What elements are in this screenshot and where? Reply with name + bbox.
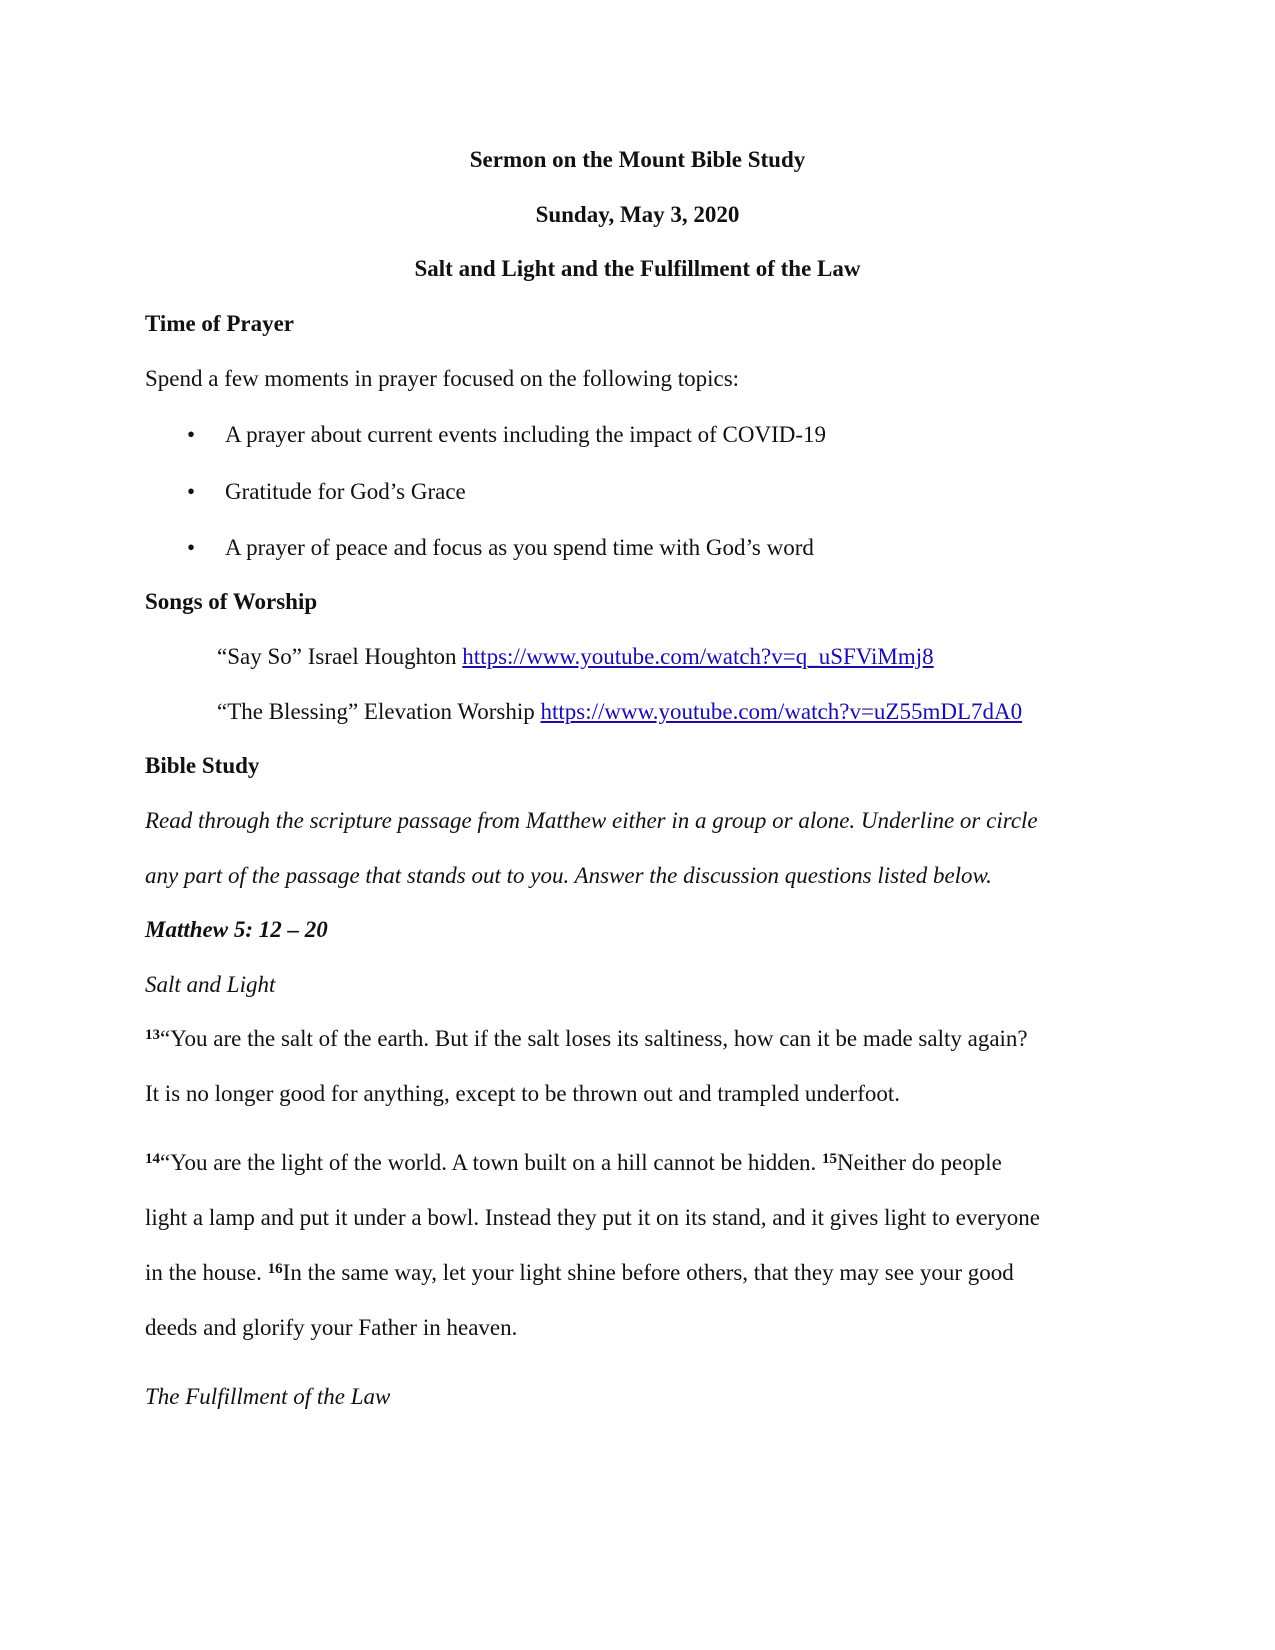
worship-heading: Songs of Worship bbox=[145, 589, 318, 614]
bullet-icon: • bbox=[186, 535, 196, 560]
scripture-line bbox=[145, 1024, 1028, 1054]
section-title: Salt and Light bbox=[145, 972, 276, 997]
verse-number: 15 bbox=[822, 1151, 838, 1167]
song-title: “The Blessing” Elevation Worship bbox=[217, 699, 535, 724]
song-link[interactable]: https://www.youtube.com/watch?v=q_uSFViMmj8 bbox=[462, 644, 934, 669]
study-instructions: any part of the passage that stands out to you. Answer the discussion questions listed below. bbox=[145, 863, 992, 888]
song-line bbox=[217, 642, 934, 672]
verse-text: “You are the light of the world. A town built on a hill cannot be hidden. bbox=[160, 1150, 817, 1175]
scripture-line bbox=[145, 1258, 1014, 1288]
page-subtitle: Salt and Light and the Fulfillment of the Law bbox=[414, 256, 861, 281]
prayer-heading: Time of Prayer bbox=[145, 311, 295, 336]
scripture-line: deeds and glorify your Father in heaven. bbox=[145, 1315, 518, 1340]
bullet-icon: • bbox=[186, 422, 196, 447]
song-line bbox=[217, 697, 1022, 727]
study-date: Sunday, May 3, 2020 bbox=[535, 202, 740, 227]
section-title: The Fulfillment of the Law bbox=[145, 1384, 391, 1409]
verse-text: “You are the salt of the earth. But if the salt loses its saltiness, how can it be made salty again? bbox=[160, 1026, 1028, 1051]
list-item-text: A prayer of peace and focus as you spend time with God’s word bbox=[225, 535, 814, 560]
list-item-text: A prayer about current events including the impact of COVID-19 bbox=[225, 422, 827, 447]
scripture-line bbox=[145, 1148, 1002, 1178]
scripture-line: It is no longer good for anything, except to be thrown out and trampled underfoot. bbox=[145, 1081, 900, 1106]
study-instructions: Read through the scripture passage from Matthew either in a group or alone. Underline or circle bbox=[145, 808, 1038, 833]
list-item-text: Gratitude for God’s Grace bbox=[225, 479, 466, 504]
verse-text: Neither do people bbox=[837, 1150, 1002, 1175]
study-heading: Bible Study bbox=[145, 753, 260, 778]
verse-text: In the same way, let your light shine before others, that they may see your good bbox=[282, 1260, 1014, 1285]
song-link[interactable]: https://www.youtube.com/watch?v=uZ55mDL7dA0 bbox=[540, 699, 1023, 724]
song-title: “Say So” Israel Houghton bbox=[217, 644, 457, 669]
verse-text: in the house. bbox=[145, 1260, 262, 1285]
verse-number: 14 bbox=[145, 1151, 160, 1167]
verse-number: 16 bbox=[267, 1261, 283, 1277]
passage-reference: Matthew 5: 12 – 20 bbox=[145, 917, 328, 942]
verse-number: 13 bbox=[145, 1027, 160, 1043]
scripture-line: light a lamp and put it under a bowl. Instead they put it on its stand, and it gives light to everyone bbox=[145, 1205, 1040, 1230]
page-title: Sermon on the Mount Bible Study bbox=[469, 147, 806, 172]
prayer-intro: Spend a few moments in prayer focused on the following topics: bbox=[145, 366, 740, 391]
bullet-icon: • bbox=[186, 479, 196, 504]
